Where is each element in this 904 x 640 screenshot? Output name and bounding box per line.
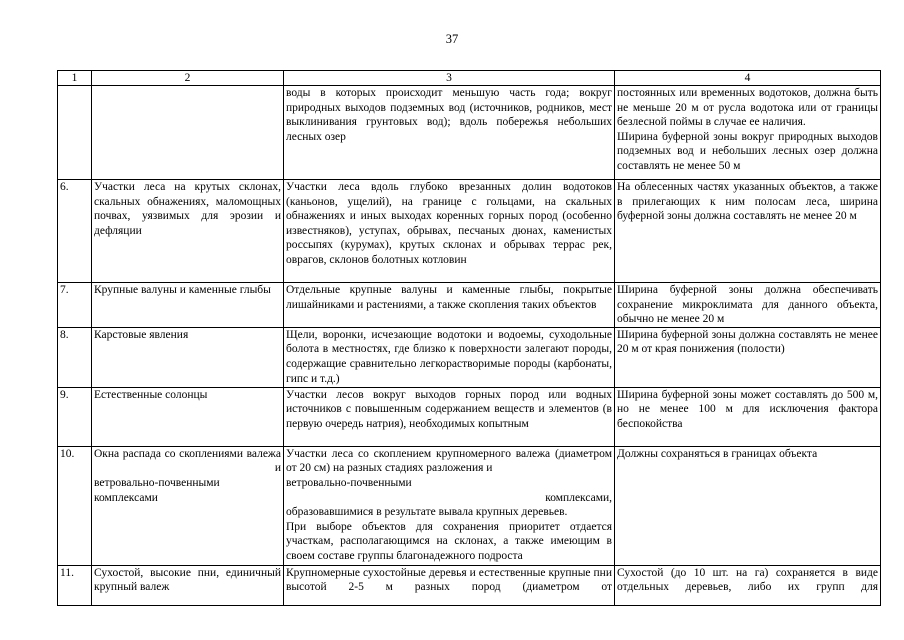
- cell-text: На облесенных частях указанных объектов, а также в прилегающих к ним полосам леса, ширина буферной зоны должна составлять не менее 20 м: [617, 181, 878, 223]
- buffer-requirement-cell: [615, 446, 881, 565]
- cell-text: Ширина буферной зоны должна составлять не менее 20 м от края понижения (полости): [617, 328, 878, 356]
- cell-text: Карстовые явления: [94, 328, 189, 341]
- table-row: [58, 283, 881, 328]
- cell-text: Участки леса со скоплением крупномерного валежа (диаметром от 20 см) на разных стадиях разложения и: [286, 447, 612, 475]
- object-name-cell: [92, 327, 284, 387]
- object-name-cell: [92, 565, 284, 605]
- cell-text: Участки леса на крутых склонах, скальных обнажениях, маломощных почвах, уязвимых для эрозии и дефляции: [94, 181, 281, 237]
- object-description-cell: [284, 283, 615, 328]
- cell-text: Отдельные крупные валуны и каменные глыбы, покрытые лишайниками и растениями, а также скопления таких объектов: [286, 284, 612, 311]
- buffer-requirement-cell: [615, 86, 881, 180]
- object-description-cell: [284, 86, 615, 180]
- object-description-cell: [284, 565, 615, 605]
- table-row: [58, 446, 881, 565]
- table-row: [58, 327, 881, 387]
- cell-text: Крупномерные сухостойные деревья и естественные крупные пни высотой 2-5 м разных пород (диаметром от: [286, 566, 612, 594]
- cell-text: ветровально-почвенными: [286, 476, 412, 489]
- object-description-cell: [284, 387, 615, 446]
- document-table: [57, 70, 881, 606]
- row-number-cell: [58, 86, 92, 180]
- cell-text: Ширина буферной зоны вокруг природных выходов подземных вод и небольших лесных озер должна составлять не менее 50 м: [617, 130, 878, 172]
- row-number-cell: 8.: [58, 327, 92, 387]
- cell-text: Участки леса вдоль глубоко врезанных долин водотоков (каньонов, ущелий), на границе с гольцами, на скальных обнажениях и иных выходах коренных горных пород (особенно известняков), уступах, обрывах, песчаных дюнах, каменистых россыпях (курумах), крутых склонах и обрывах террас рек, оврагов, склонов болотных котловин: [286, 181, 612, 266]
- row-number-cell: 11.: [58, 565, 92, 605]
- cell-text: Участки лесов вокруг выходов горных пород или водных источников с повышенным содержанием веществ и элементов (в первую очередь натрия), необходимых копытным: [286, 388, 612, 430]
- cell-text: Крупные валуны и каменные глыбы: [94, 284, 271, 296]
- object-description-cell: [284, 327, 615, 387]
- cell-text: постоянных или временных водотоков, должна быть не меньше 20 м от русла водотока или от границы безлесной поймы в случае ее наличия.: [617, 87, 878, 129]
- object-description-cell: [284, 446, 615, 565]
- object-name-cell: [92, 180, 284, 283]
- cell-text: Ширина буферной зоны может составлять до 500 м, но не менее 100 м для исключения фактора беспокойства: [617, 388, 878, 430]
- row-number-cell: 9.: [58, 387, 92, 446]
- buffer-requirement-cell: [615, 387, 881, 446]
- table-row: [58, 86, 881, 180]
- cell-text: комплексами: [94, 491, 158, 504]
- row-number-cell: 6.: [58, 180, 92, 283]
- table-header-row: [58, 71, 881, 86]
- row-number-cell: 10.: [58, 446, 92, 565]
- column-header: 4: [615, 71, 881, 86]
- cell-text: Сухостой, высокие пни, единичный крупный валеж: [94, 566, 281, 594]
- buffer-requirement-cell: [615, 283, 881, 328]
- table-body: [58, 86, 881, 606]
- cell-text: ветровально-почвенными: [94, 476, 220, 489]
- column-header: 1: [58, 71, 92, 86]
- cell-text: При выборе объектов для сохранения приоритет отдается участкам, располагающимся на склонах, а также имеющим в своем составе группы благонадежного подроста: [286, 520, 612, 562]
- cell-text: комплексами,: [545, 491, 612, 504]
- cell-text: образовавшимися в результате вывала крупных деревьев.: [286, 506, 568, 519]
- cell-text: Должны сохраняться в границах объекта: [617, 447, 818, 460]
- cell-text: и: [274, 462, 281, 475]
- buffer-requirement-cell: [615, 180, 881, 283]
- cell-text: воды в которых происходит меньшую часть года; вокруг природных выходов подземных вод (источников, родников, мест выклинивания грунтовых вод); вдоль побережья небольших лесных озер: [286, 87, 612, 143]
- page-number: 37: [445, 32, 459, 46]
- table-row: [58, 565, 881, 605]
- object-name-cell: [92, 387, 284, 446]
- object-name-cell: [92, 86, 284, 180]
- buffer-requirement-cell: [615, 327, 881, 387]
- row-number-cell: 7.: [58, 283, 92, 328]
- object-description-cell: [284, 180, 615, 283]
- cell-text: Естественные солонцы: [94, 388, 208, 401]
- cell-text: Сухостой (до 10 шт. на га) сохраняется в виде отдельных деревьев, либо их групп для: [617, 566, 878, 594]
- column-header: 3: [284, 71, 615, 86]
- object-name-cell: [92, 446, 284, 565]
- table-row: [58, 387, 881, 446]
- cell-text: Ширина буферной зоны должна обеспечивать сохранение микроклимата для данного объекта, обычно не менее 20 м: [617, 284, 878, 326]
- cell-text: Щели, воронки, исчезающие водотоки и водоемы, суходольные болота в местностях, где близко к поверхности залегают породы, содержащие сравнительно легкорастворимые породы (карбонаты, гипс и т.д.): [286, 328, 612, 385]
- buffer-requirement-cell: [615, 565, 881, 605]
- cell-text: Окна распада со скоплениями валежа: [94, 447, 281, 460]
- table-row: [58, 180, 881, 283]
- object-name-cell: [92, 283, 284, 328]
- column-header: 2: [92, 71, 284, 86]
